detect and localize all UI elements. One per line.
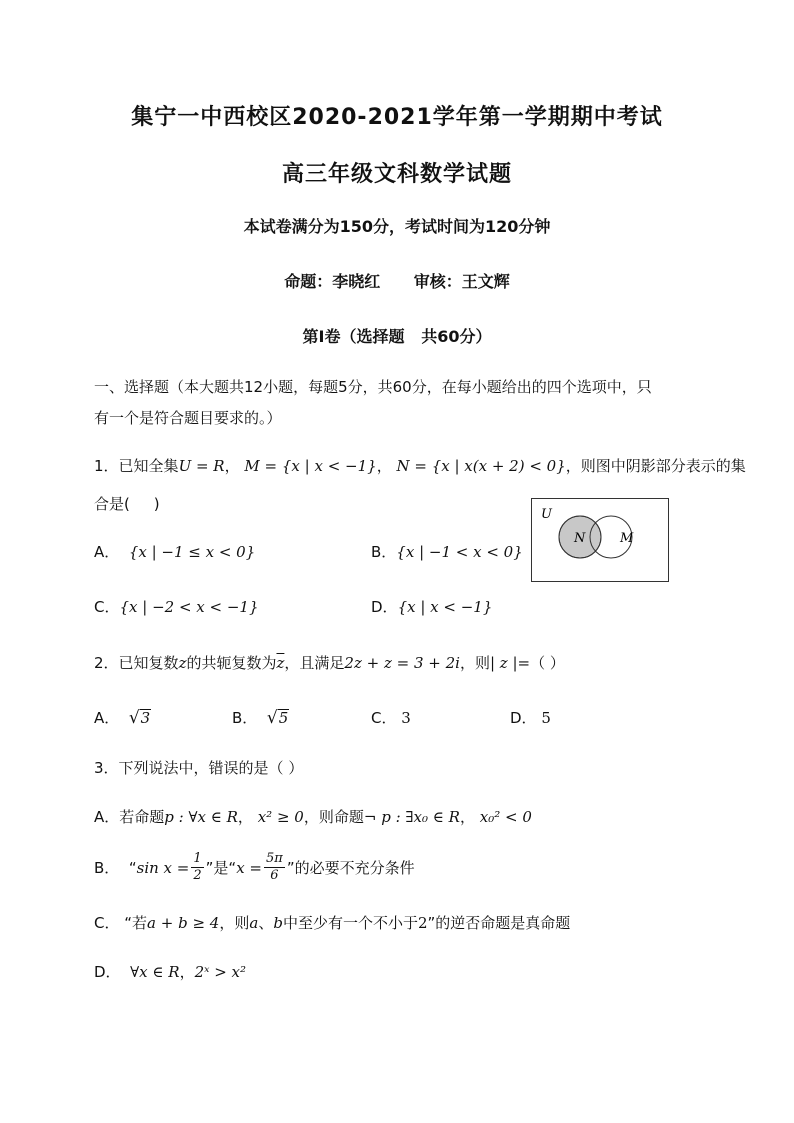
q2-text: 已知复数 <box>118 654 179 672</box>
q3c-text: ，则 <box>219 914 250 932</box>
q3-option-a[interactable] <box>94 806 532 827</box>
q3a-inequality-2: x₀² < 0 <box>479 808 532 826</box>
q1-universal-set: U = R <box>178 457 225 475</box>
q1-option-b[interactable] <box>371 541 523 562</box>
q3c-var-a: a <box>249 914 259 932</box>
q1-option-c[interactable] <box>94 596 259 617</box>
venn-diagram <box>531 498 669 582</box>
venn-label-u: U <box>541 507 552 522</box>
instructions-line-2: 有一个是符合题目要求的。） <box>94 409 282 427</box>
q3c-text: ”的逆否命题是真命题 <box>427 914 571 932</box>
q1-text: 已知全集 <box>118 457 179 475</box>
option-label: D． <box>510 709 537 727</box>
exam-title: 集宁一中西校区2020-2021学年第一学期期中考试 <box>131 105 663 130</box>
q3b-lhs: sin x = <box>136 858 190 877</box>
option-value: 3 <box>140 709 151 727</box>
option-value: {x | −1 ≤ x < 0} <box>128 543 256 561</box>
q3c-text: 中至少有一个不小于 <box>282 914 418 932</box>
q2-text: （ ） <box>530 654 565 672</box>
question-1-stem-line-2: 合是( ) <box>94 495 160 513</box>
option-label: C． <box>371 709 397 727</box>
option-label: A． <box>94 808 120 826</box>
q2-z: z <box>178 654 187 672</box>
q3b-fraction-2 <box>264 851 285 884</box>
fraction-numerator: 1 <box>193 851 202 866</box>
q3c-text: 、 <box>258 914 274 932</box>
q2-text: 的共轭复数为 <box>186 654 277 672</box>
q3-option-d[interactable] <box>94 961 246 982</box>
q3d-sep: ， <box>179 963 195 981</box>
q3b-text: ”的必要不充分条件 <box>286 859 415 877</box>
q3d-expr-2: 2ˣ > x² <box>194 963 247 981</box>
question-3-stem <box>94 757 303 778</box>
q3b-fraction <box>191 851 203 884</box>
q3c-number: 2 <box>417 914 428 932</box>
option-value: 5 <box>278 709 289 727</box>
option-label: B． <box>94 859 120 877</box>
exam-info: 本试卷满分为150分，考试时间为120分钟 <box>243 217 551 236</box>
q3a-sep: ， <box>237 808 253 826</box>
q3-option-b[interactable] <box>94 851 415 884</box>
q2-equation: 2z + z = 3 + 2i <box>344 654 460 672</box>
section-heading: 第Ⅰ卷（选择题 共60分） <box>302 327 492 346</box>
q3a-text: 若命题 <box>119 808 165 826</box>
q2-option-b[interactable] <box>232 707 289 728</box>
question-number: 3． <box>94 759 119 777</box>
q1-option-d[interactable] <box>371 596 492 617</box>
q2-abs: | z |= <box>489 654 531 672</box>
q2-zbar: $\overline{z}$ <box>276 654 285 672</box>
q2-option-a[interactable] <box>94 707 151 728</box>
venn-label-n: N <box>574 531 586 546</box>
option-value: {x | −2 < x < −1} <box>119 598 259 616</box>
fraction-numerator: 5π <box>265 851 283 866</box>
q1-text: ，则图中阴影部分表示的集 <box>565 457 746 475</box>
exam-authors: 命题：李晓红 审核：王文辉 <box>284 272 510 291</box>
fraction-denominator: 6 <box>270 868 279 883</box>
q1-sep: ， <box>376 457 392 475</box>
option-label: B． <box>232 709 258 727</box>
question-number: 1． <box>94 457 119 475</box>
q3b-quote: “ <box>128 858 137 877</box>
fraction-denominator: 2 <box>193 868 202 883</box>
option-label: D． <box>371 598 398 616</box>
option-label: C． <box>94 914 120 932</box>
q3a-text: ，则命题 <box>303 808 364 826</box>
q3a-negation: ¬ p : ∃x₀ ∈ R <box>363 808 460 826</box>
venn-label-m: M <box>620 531 634 546</box>
q2-option-d[interactable] <box>510 707 551 728</box>
sqrt-sign: √5 <box>266 708 289 728</box>
q2-text: ，且满足 <box>284 654 345 672</box>
q3-text: 下列说法中，错误的是（ ） <box>118 759 304 777</box>
q1-set-n: N = {x | x(x + 2) < 0} <box>396 457 566 475</box>
q1-sep: ， <box>224 457 240 475</box>
option-label: C． <box>94 598 120 616</box>
option-value: {x | −1 < x < 0} <box>396 543 523 561</box>
question-2-stem <box>94 652 565 673</box>
option-value: {x | x < −1} <box>397 598 493 616</box>
q3-option-c[interactable] <box>94 912 570 933</box>
q1-set-m: M = {x | x < −1} <box>244 457 377 475</box>
option-value: 3 <box>401 709 411 727</box>
q2-option-c[interactable] <box>371 707 411 728</box>
q3b-lhs-2: x = <box>236 858 262 877</box>
q3c-expr: a + b ≥ 4 <box>147 914 220 932</box>
question-number: 2． <box>94 654 119 672</box>
venn-svg <box>532 499 668 581</box>
option-value: 5 <box>541 709 551 727</box>
q3a-inequality: x² ≥ 0 <box>257 808 304 826</box>
option-label: A． <box>94 543 120 561</box>
q3d-expr: ∀x ∈ R <box>130 963 180 981</box>
q2-text: ，则 <box>459 654 490 672</box>
q3c-text: “若 <box>124 914 148 932</box>
option-label: B． <box>371 543 397 561</box>
option-label: D． <box>94 963 121 981</box>
q3c-var-b: b <box>273 914 283 932</box>
q3a-proposition: p : ∀x ∈ R <box>164 808 238 826</box>
question-1-stem <box>94 455 746 476</box>
exam-subtitle: 高三年级文科数学试题 <box>281 162 512 187</box>
q3b-text: ”是“ <box>205 859 237 877</box>
sqrt-sign: √3 <box>128 708 151 728</box>
q1-option-a[interactable] <box>94 541 255 562</box>
option-label: A． <box>94 709 120 727</box>
q3a-sep: ， <box>459 808 475 826</box>
instructions-line-1: 一、选择题（本大题共12小题，每题5分，共60分，在每小题给出的四个选项中，只 <box>94 378 652 396</box>
